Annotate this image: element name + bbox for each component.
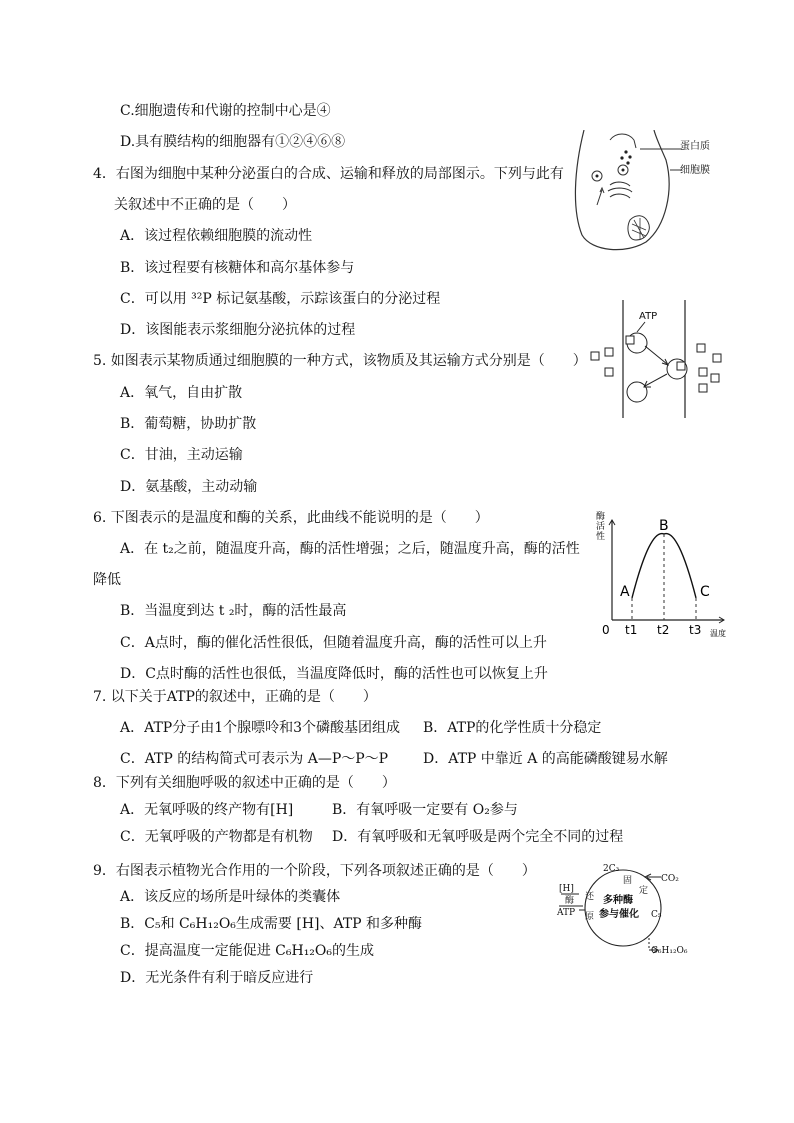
q5-stem: 5. 如图表示某物质通过细胞膜的一种方式，该物质及其运输方式分别是（ ） <box>93 353 587 369</box>
q6-enzyme-chart <box>590 505 750 640</box>
q9-option-d: D．无光条件有利于暗反应进行 <box>120 970 314 986</box>
q4-label-protein: 蛋白质 <box>680 141 710 152</box>
q8-option-a: A．无氧呼吸的终产物有[H] <box>120 802 294 818</box>
y-axis-label-char: 性 <box>596 532 606 542</box>
q4-stem-line1: 4．右图为细胞中某种分泌蛋白的合成、运输和释放的局部图示。下列与此有 <box>93 166 564 182</box>
point-label-A: A <box>620 583 630 600</box>
q5-option-b: B．葡萄糖，协助扩散 <box>120 416 257 432</box>
q7-option-d: D．ATP 中靠近 A 的高能磷酸键易水解 <box>423 751 668 767</box>
q9-label-center1: 多种酶 <box>603 895 633 906</box>
q5-option-a: A．氧气，自由扩散 <box>120 385 243 401</box>
q3-option-d: D.具有膜结构的细胞器有①②④⑥⑧ <box>120 134 346 150</box>
q4-label-membrane: 细胞膜 <box>680 165 710 176</box>
q9-label-h: [H] <box>559 884 574 894</box>
q7-option-a: A．ATP分子由1个腺嘌呤和3个磷酸基团组成 <box>120 720 401 736</box>
q4-option-c: C．可以用 ³²P 标记氨基酸，示踪该蛋白的分泌过程 <box>120 291 441 307</box>
q5-transport-figure <box>585 300 725 420</box>
q9-label-c5: C₅ <box>651 910 662 920</box>
q9-calvin-cycle-figure <box>555 858 695 958</box>
q9-option-b: B．C₅和 C₆H₁₂O₆生成需要 [H]、ATP 和多种酶 <box>120 916 423 932</box>
q6-option-c: C．A点时，酶的催化活性很低，但随着温度升高，酶的活性可以上升 <box>120 635 547 651</box>
q8-option-b: B．有氧呼吸一定要有 O₂参与 <box>332 802 518 818</box>
y-axis-label-char: 酶 <box>596 512 606 522</box>
q4-option-a: A．该过程依赖细胞膜的流动性 <box>120 228 313 244</box>
x-tick-t1: t1 <box>625 623 638 637</box>
q9-label-co2: CO₂ <box>661 874 679 884</box>
q4-stem-line2: 关叙述中不正确的是（ ） <box>114 197 296 213</box>
y-axis-label-char: 活 <box>596 522 606 532</box>
q9-label-reduce2: 原 <box>585 912 595 922</box>
q9-label-reduce1: 还 <box>585 892 595 902</box>
x-tick-0: 0 <box>602 623 610 637</box>
q6-option-a-line2: 降低 <box>93 572 121 588</box>
q8-option-d: D．有氧呼吸和无氧呼吸是两个完全不同的过程 <box>332 829 624 845</box>
point-label-C: C <box>700 583 710 600</box>
q6-stem: 6. 下图表示的是温度和酶的关系，此曲线不能说明的是（ ） <box>93 510 489 526</box>
q4-option-b: B．该过程要有核糖体和高尔基体参与 <box>120 260 355 276</box>
q9-option-a: A．该反应的场所是叶绿体的类囊体 <box>120 889 341 905</box>
q7-option-b: B．ATP的化学性质十分稳定 <box>423 720 602 736</box>
q9-label-atp: ATP <box>557 908 576 918</box>
q6-option-a-line1: A．在 t₂之前，随温度升高，酶的活性增强；之后，随温度升高，酶的活性 <box>120 541 580 557</box>
q9-label-c3: 2C₃ <box>603 864 620 874</box>
x-tick-t2: t2 <box>657 623 670 637</box>
point-label-B: B <box>659 518 669 534</box>
q9-label-fix2: 定 <box>639 886 649 896</box>
q8-stem: 8．下列有关细胞呼吸的叙述中正确的是（ ） <box>93 775 396 791</box>
x-axis-label: 温度 <box>710 629 726 638</box>
q5-option-d: D．氨基酸，主动动输 <box>120 479 258 495</box>
q3-option-c: C.细胞遗传和代谢的控制中心是④ <box>120 103 331 119</box>
q4-option-d: D．该图能表示浆细胞分泌抗体的过程 <box>120 322 356 338</box>
q9-label-fix1: 固 <box>623 876 633 886</box>
q9-option-c: C．提高温度一定能促进 C₆H₁₂O₆的生成 <box>120 943 375 959</box>
q6-option-b: B．当温度到达 t ₂时，酶的活性最高 <box>120 603 347 619</box>
q9-label-enzyme: 酶 <box>565 896 575 906</box>
x-tick-t3: t3 <box>689 623 702 637</box>
q9-stem: 9．右图表示植物光合作用的一个阶段，下列各项叙述正确的是（ ） <box>93 863 536 879</box>
q4-secretion-figure <box>570 130 710 255</box>
q5-option-c: C．甘油，主动运输 <box>120 447 243 463</box>
q6-option-d: D．C点时酶的活性也很低，当温度降低时，酶的活性也可以恢复上升 <box>120 666 548 682</box>
q9-label-glucose: C₆H₁₂O₆ <box>651 946 688 956</box>
q7-stem: 7. 以下关于ATP的叙述中，正确的是（ ） <box>93 689 377 705</box>
q7-option-c: C．ATP 的结构简式可表示为 A—P～P～P <box>120 751 389 767</box>
q5-atp-label: ATP <box>639 311 658 322</box>
q9-label-center2: 参与催化 <box>599 909 639 920</box>
q8-option-c: C．无氧呼吸的产物都是有机物 <box>120 829 313 845</box>
